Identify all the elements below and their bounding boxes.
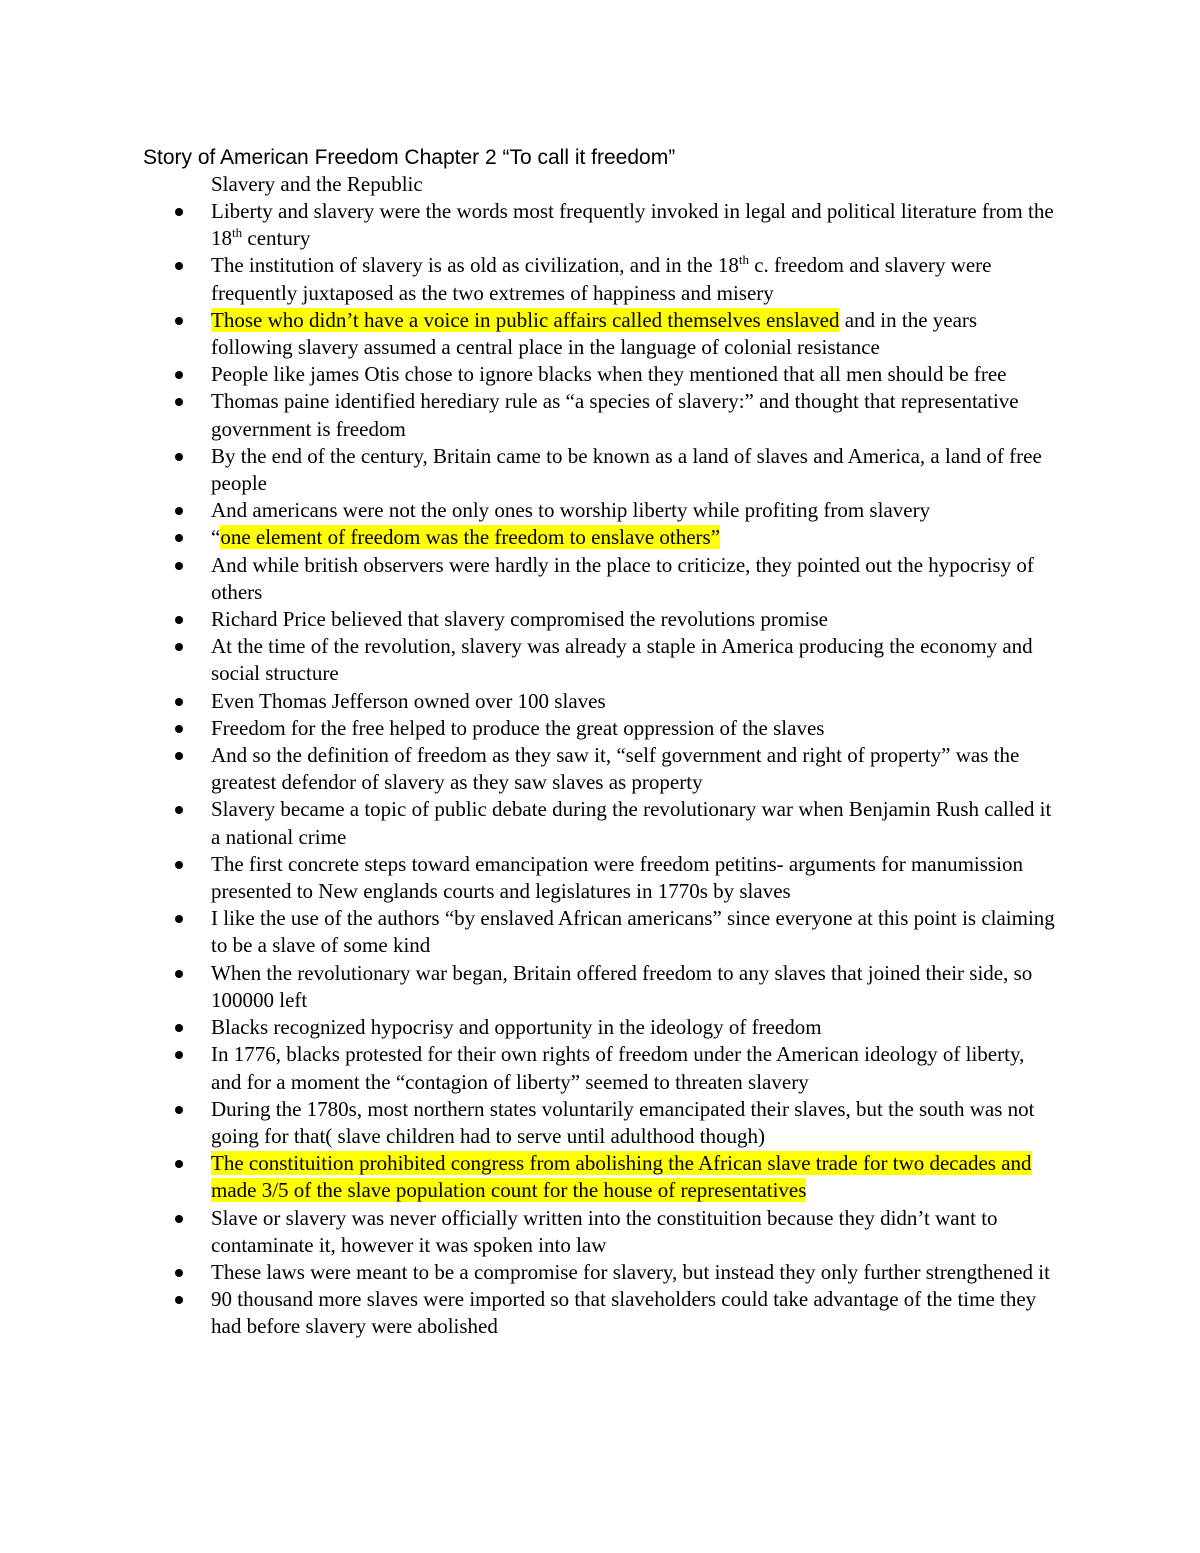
bullet-text: These laws were meant to be a compromise for slavery, but instead they only further strengthened it <box>211 1259 1050 1284</box>
bullet-dot-icon <box>175 616 183 624</box>
list-item <box>0 198 1059 252</box>
list-item <box>0 252 1059 306</box>
bullet-dot-icon <box>175 562 183 570</box>
bullet-text: th <box>738 252 749 268</box>
list-item <box>0 905 1059 959</box>
bullet-text: Blacks recognized hypocrisy and opportunity in the ideology of freedom <box>211 1015 822 1040</box>
bullet-dot-icon <box>175 208 183 216</box>
bullet-dot-icon <box>175 915 183 923</box>
list-item <box>0 443 1059 497</box>
bullet-text: In 1776, blacks protested for their own rights of freedom under the American ideology of liberty, and for a moment the “contagion of liberty” seemed to threaten slavery <box>211 1042 1025 1094</box>
list-item <box>0 307 1059 361</box>
bullet-text: And while british observers were hardly in the place to criticize, they pointed out the hypocrisy of others <box>211 552 1034 604</box>
bullet-text: The institution of slavery is as old as civilization, and in the 18 <box>211 253 739 278</box>
bullet-text: Thomas paine identified herediary rule as “a species of slavery:” and thought that representative government is freedom <box>211 389 1019 441</box>
bullet-text: By the end of the century, Britain came to be known as a land of slaves and America, a land of free people <box>211 443 1042 496</box>
list-item <box>0 524 1059 551</box>
bullet-list <box>0 198 1200 1341</box>
bullet-text: Freedom for the free helped to produce the great oppression of the slaves <box>211 715 825 740</box>
bullet-text: At the time of the revolution, slavery was already a staple in America producing the economy and social structure <box>211 634 1033 686</box>
bullet-dot-icon <box>175 1106 183 1114</box>
bullet-dot-icon <box>175 453 183 461</box>
list-item <box>0 388 1059 442</box>
bullet-text: Slavery became a topic of public debate during the revolutionary war when Benjamin Rush called it a national crime <box>211 797 1052 849</box>
bullet-dot-icon <box>175 752 183 760</box>
bullet-text: c. freedom and slavery were frequently juxtaposed as the two extremes of happiness and misery <box>211 253 992 305</box>
bullet-text: The first concrete steps toward emancipation were freedom petitins- arguments for manumission presented to New englands courts and legislatures in 1770s by slaves <box>211 851 1023 904</box>
bullet-dot-icon <box>175 1051 183 1059</box>
list-item <box>0 1205 1059 1259</box>
section-heading: Slavery and the Republic <box>211 172 423 196</box>
highlighted-text: one element of freedom was the freedom to enslave others” <box>220 525 721 550</box>
bullet-text: I like the use of the authors “by enslaved African americans” since everyone at this point is claiming to be a slave of some kind <box>211 906 1055 958</box>
list-item <box>0 688 1059 715</box>
bullet-dot-icon <box>175 1269 183 1277</box>
list-item <box>0 796 1059 850</box>
bullet-dot-icon <box>175 970 183 978</box>
bullet-dot-icon <box>175 1024 183 1032</box>
bullet-text: And so the definition of freedom as they saw it, “self government and right of property” was the greatest defendor of slavery as they saw slaves as property <box>211 743 1020 795</box>
document-title: Story of American Freedom Chapter 2 “To call it freedom” <box>143 146 676 169</box>
bullet-dot-icon <box>175 725 183 733</box>
bullet-text: 90 thousand more slaves were imported so that slaveholders could take advantage of the time they had before slavery were abolished <box>211 1287 1037 1339</box>
list-item <box>0 1096 1059 1150</box>
bullet-text: Liberty and slavery were the words most frequently invoked in legal and political literature from the 18 <box>211 199 1054 251</box>
bullet-text: th <box>232 225 243 241</box>
bullet-dot-icon <box>175 507 183 515</box>
list-item <box>0 742 1059 796</box>
bullet-dot-icon <box>175 1296 183 1304</box>
list-item <box>0 1150 1059 1204</box>
bullet-text: Richard Price believed that slavery compromised the revolutions promise <box>211 607 828 632</box>
bullet-dot-icon <box>175 398 183 406</box>
list-item <box>0 851 1059 905</box>
list-item <box>0 715 1059 742</box>
list-item <box>0 361 1059 388</box>
bullet-text: and in the years following slavery assumed a central place in the language of colonial resistance <box>211 307 978 360</box>
bullet-text: When the revolutionary war began, Britain offered freedom to any slaves that joined their side, so 100000 left <box>211 960 1033 1012</box>
bullet-text: People like james Otis chose to ignore blacks when they mentioned that all men should be free <box>211 362 1007 387</box>
bullet-text: Even Thomas Jefferson owned over 100 slaves <box>211 688 606 713</box>
bullet-dot-icon <box>175 1215 183 1223</box>
bullet-dot-icon <box>175 806 183 814</box>
bullet-dot-icon <box>175 534 183 542</box>
highlighted-text: Those who didn’t have a voice in public affairs called themselves enslaved <box>211 307 840 332</box>
bullet-text: And americans were not the only ones to worship liberty while profiting from slavery <box>211 498 931 523</box>
bullet-dot-icon <box>175 317 183 325</box>
list-item <box>0 1014 1059 1041</box>
list-item <box>0 1041 1059 1095</box>
bullet-dot-icon <box>175 262 183 270</box>
list-item <box>0 497 1059 524</box>
list-item <box>0 1259 1059 1286</box>
list-item <box>0 606 1059 633</box>
bullet-text: “ <box>211 525 221 550</box>
list-item <box>0 1286 1059 1340</box>
bullet-dot-icon <box>175 643 183 651</box>
bullet-dot-icon <box>175 371 183 379</box>
bullet-text: Slave or slavery was never officially written into the constituition because they didn’t want to contaminate it, however it was spoken into law <box>211 1205 998 1257</box>
list-item <box>0 633 1059 687</box>
bullet-text: century <box>242 226 311 251</box>
bullet-dot-icon <box>175 1160 183 1168</box>
list-item <box>0 960 1059 1014</box>
highlighted-text: The constituition prohibited congress from abolishing the African slave trade for two decades and made 3/5 of the slave population count for the house of representatives <box>211 1151 1032 1203</box>
bullet-dot-icon <box>175 861 183 869</box>
bullet-dot-icon <box>175 698 183 706</box>
list-item <box>0 552 1059 606</box>
bullet-text: During the 1780s, most northern states voluntarily emancipated their slaves, but the south was not going for that( slave children had to serve until adulthood though) <box>211 1096 1035 1148</box>
